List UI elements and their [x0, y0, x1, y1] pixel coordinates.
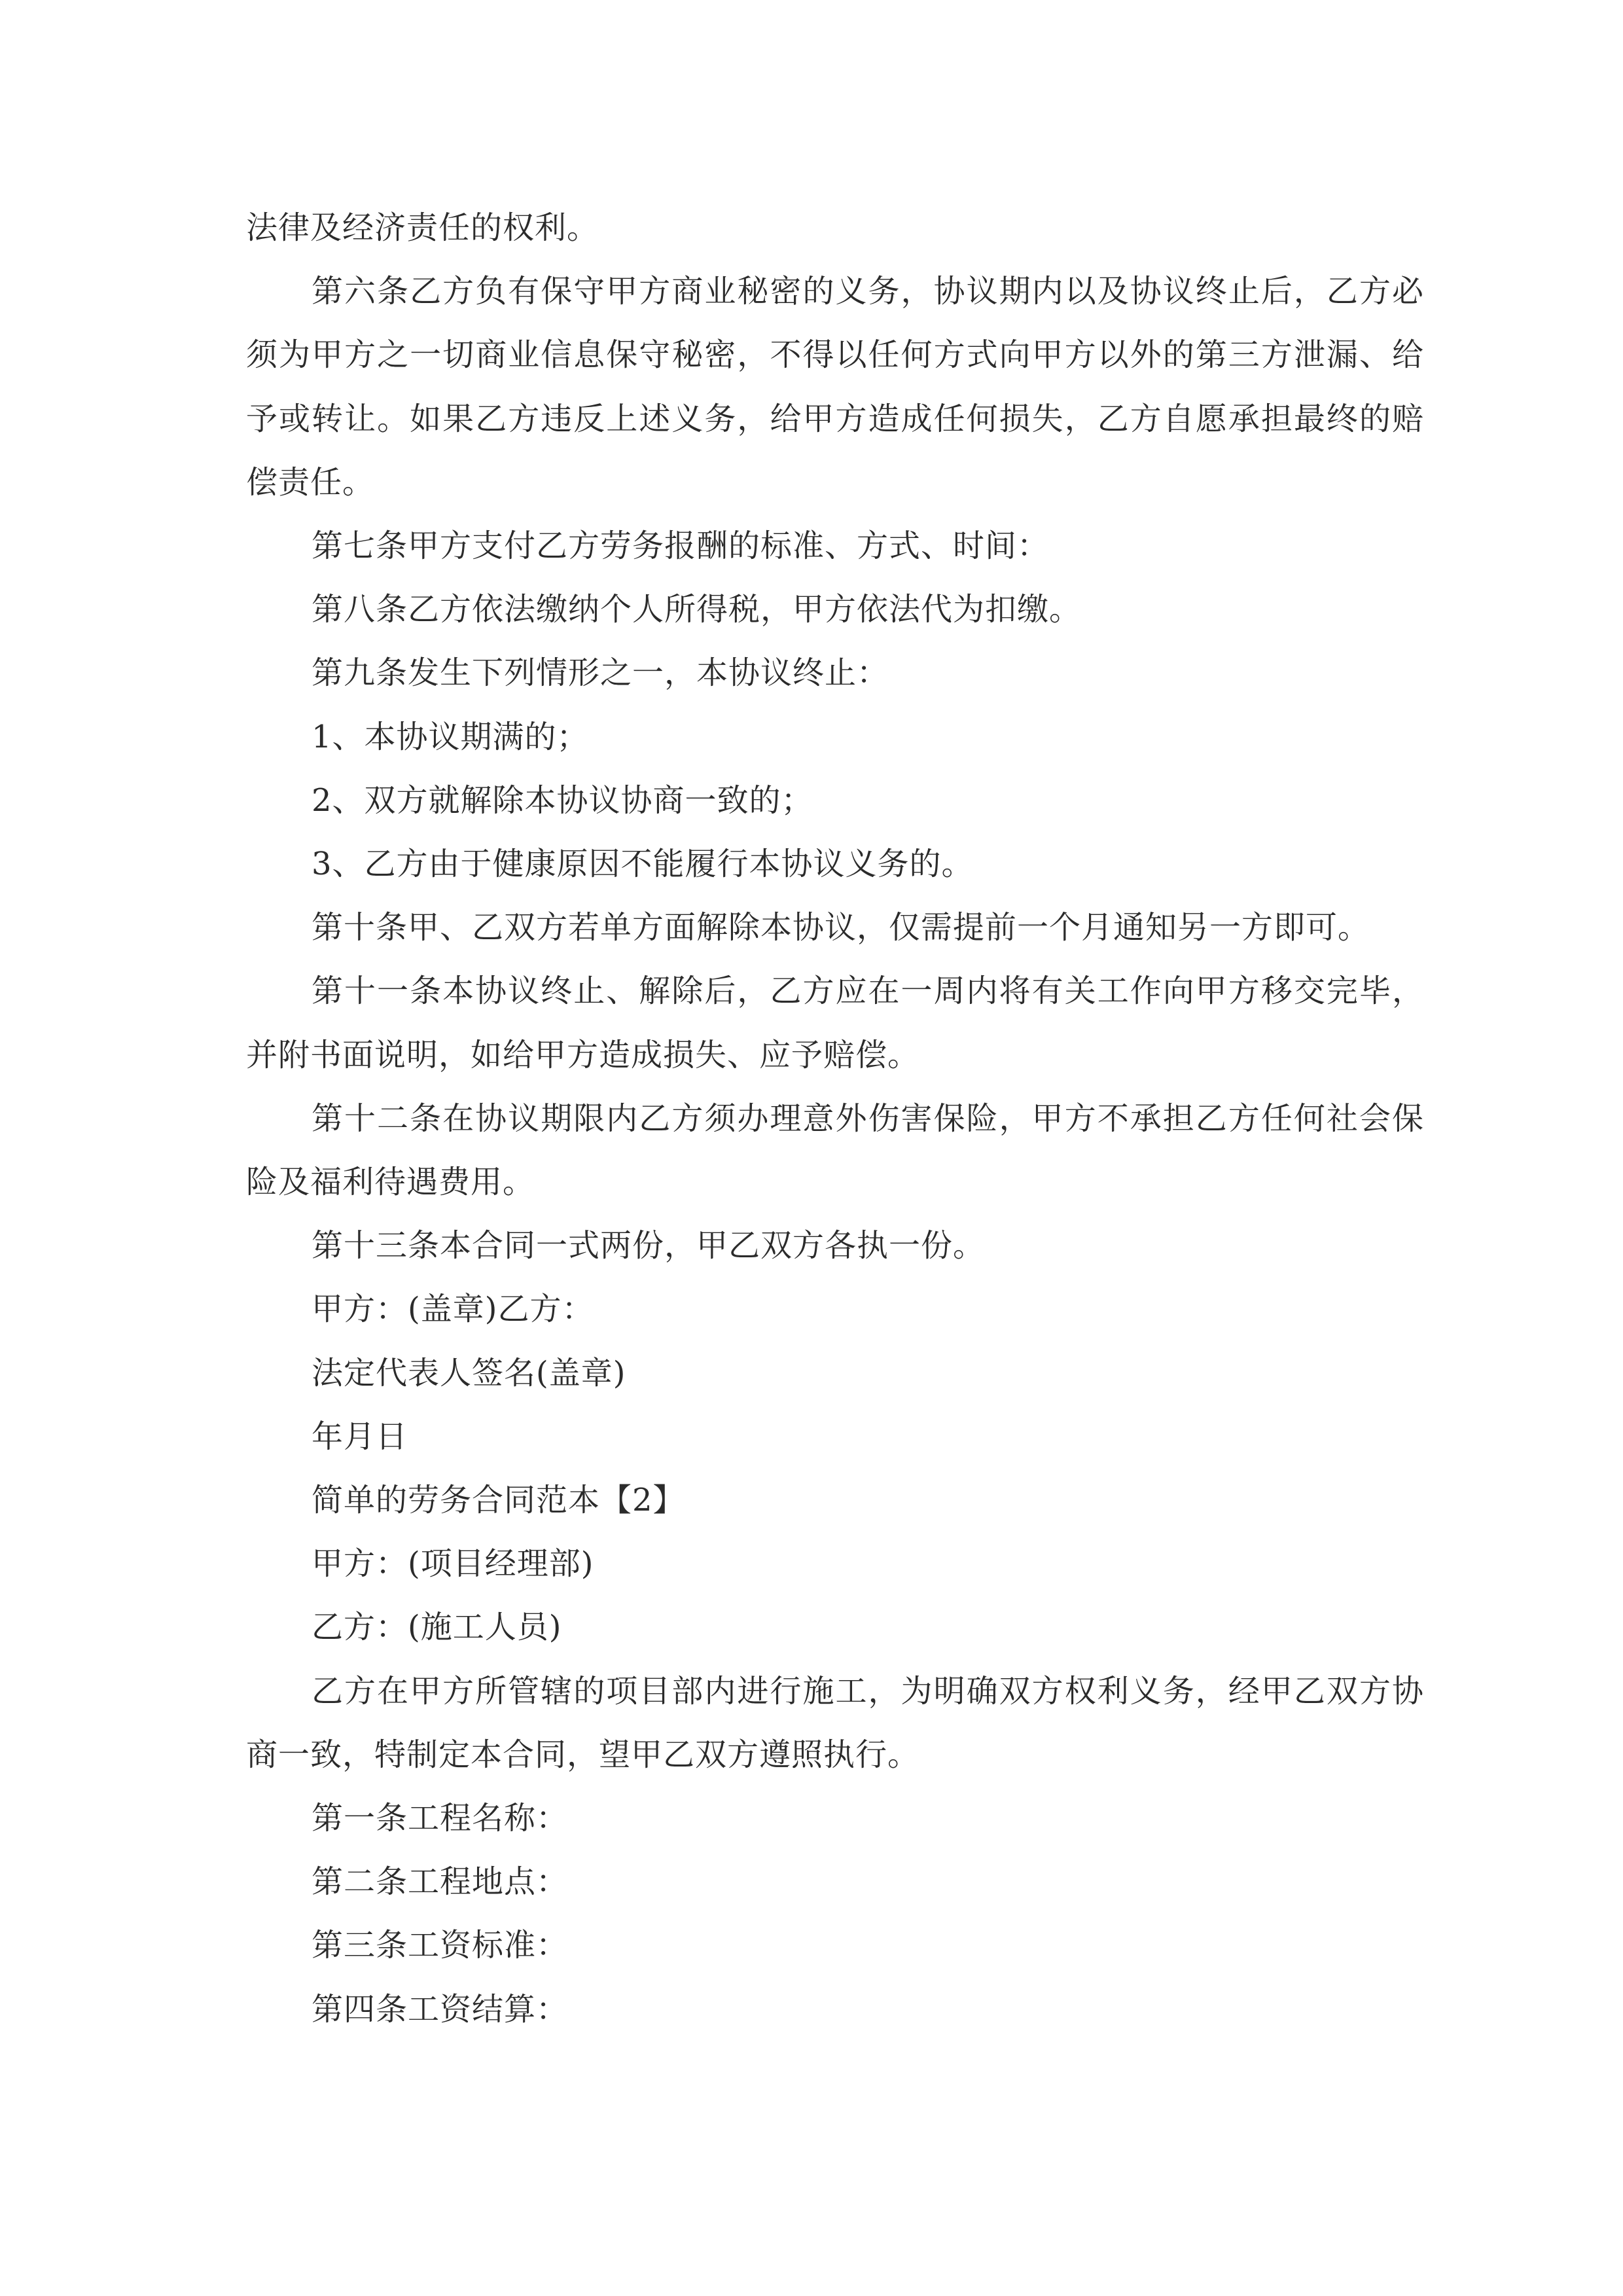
paragraph: 第十三条本合同一式两份，甲乙双方各执一份。: [312, 1227, 986, 1265]
paragraph: 第八条乙方依法缴纳个人所得税，甲方依法代为扣缴。: [312, 591, 1082, 628]
paragraph: 乙方在甲方所管辖的项目部内进行施工，为明确双方权利义务，经甲乙双方协商一致，特制定本合同，望甲乙双方遵照执行。: [246, 1672, 1424, 1773]
paragraph: 法律及经济责任的权利。: [246, 209, 599, 246]
paragraph: 2、双方就解除本协议协商一致的；: [312, 781, 813, 819]
paragraph: 第三条工资标准：: [312, 1927, 569, 1964]
paragraph: 第二条工程地点：: [312, 1863, 569, 1901]
document-body: [246, 196, 1424, 2041]
paragraph: 第一条工程名称：: [312, 1800, 569, 1837]
paragraph: 3、乙方由于健康原因不能履行本协议义务的。: [312, 846, 974, 883]
paragraph: 第十条甲、乙双方若单方面解除本协议，仅需提前一个月通知另一方即可。: [312, 909, 1370, 946]
paragraph: 第九条发生下列情形之一，本协议终止：: [312, 655, 889, 692]
paragraph: 甲方：(盖章)乙方：: [312, 1291, 594, 1328]
paragraph: 第七条甲方支付乙方劳务报酬的标准、方式、时间：: [312, 528, 1050, 565]
paragraph: 1、本协议期满的；: [312, 718, 589, 755]
paragraph: 乙方：(施工人员): [312, 1609, 562, 1646]
paragraph: 第四条工资结算：: [312, 1990, 569, 2028]
paragraph: 简单的劳务合同范本【2】: [312, 1482, 685, 1519]
paragraph: 年月日: [312, 1418, 408, 1455]
paragraph: 甲方：(项目经理部): [312, 1545, 594, 1583]
paragraph: 法定代表人签名(盖章): [312, 1354, 626, 1391]
paragraph: 第十一条本协议终止、解除后，乙方应在一周内将有关工作向甲方移交完毕，并附书面说明，如给甲方造成损失、应予赔偿。: [246, 973, 1424, 1073]
paragraph: 第十二条在协议期限内乙方须办理意外伤害保险，甲方不承担乙方任何社会保险及福利待遇费用。: [246, 1100, 1424, 1201]
paragraph: 第六条乙方负有保守甲方商业秘密的义务，协议期内以及协议终止后，乙方必须为甲方之一切商业信息保守秘密，不得以任何方式向甲方以外的第三方泄漏、给予或转让。如果乙方违反上述义务，给甲方造成任何损失，乙方自愿承担最终的赔偿责任。: [246, 273, 1424, 501]
